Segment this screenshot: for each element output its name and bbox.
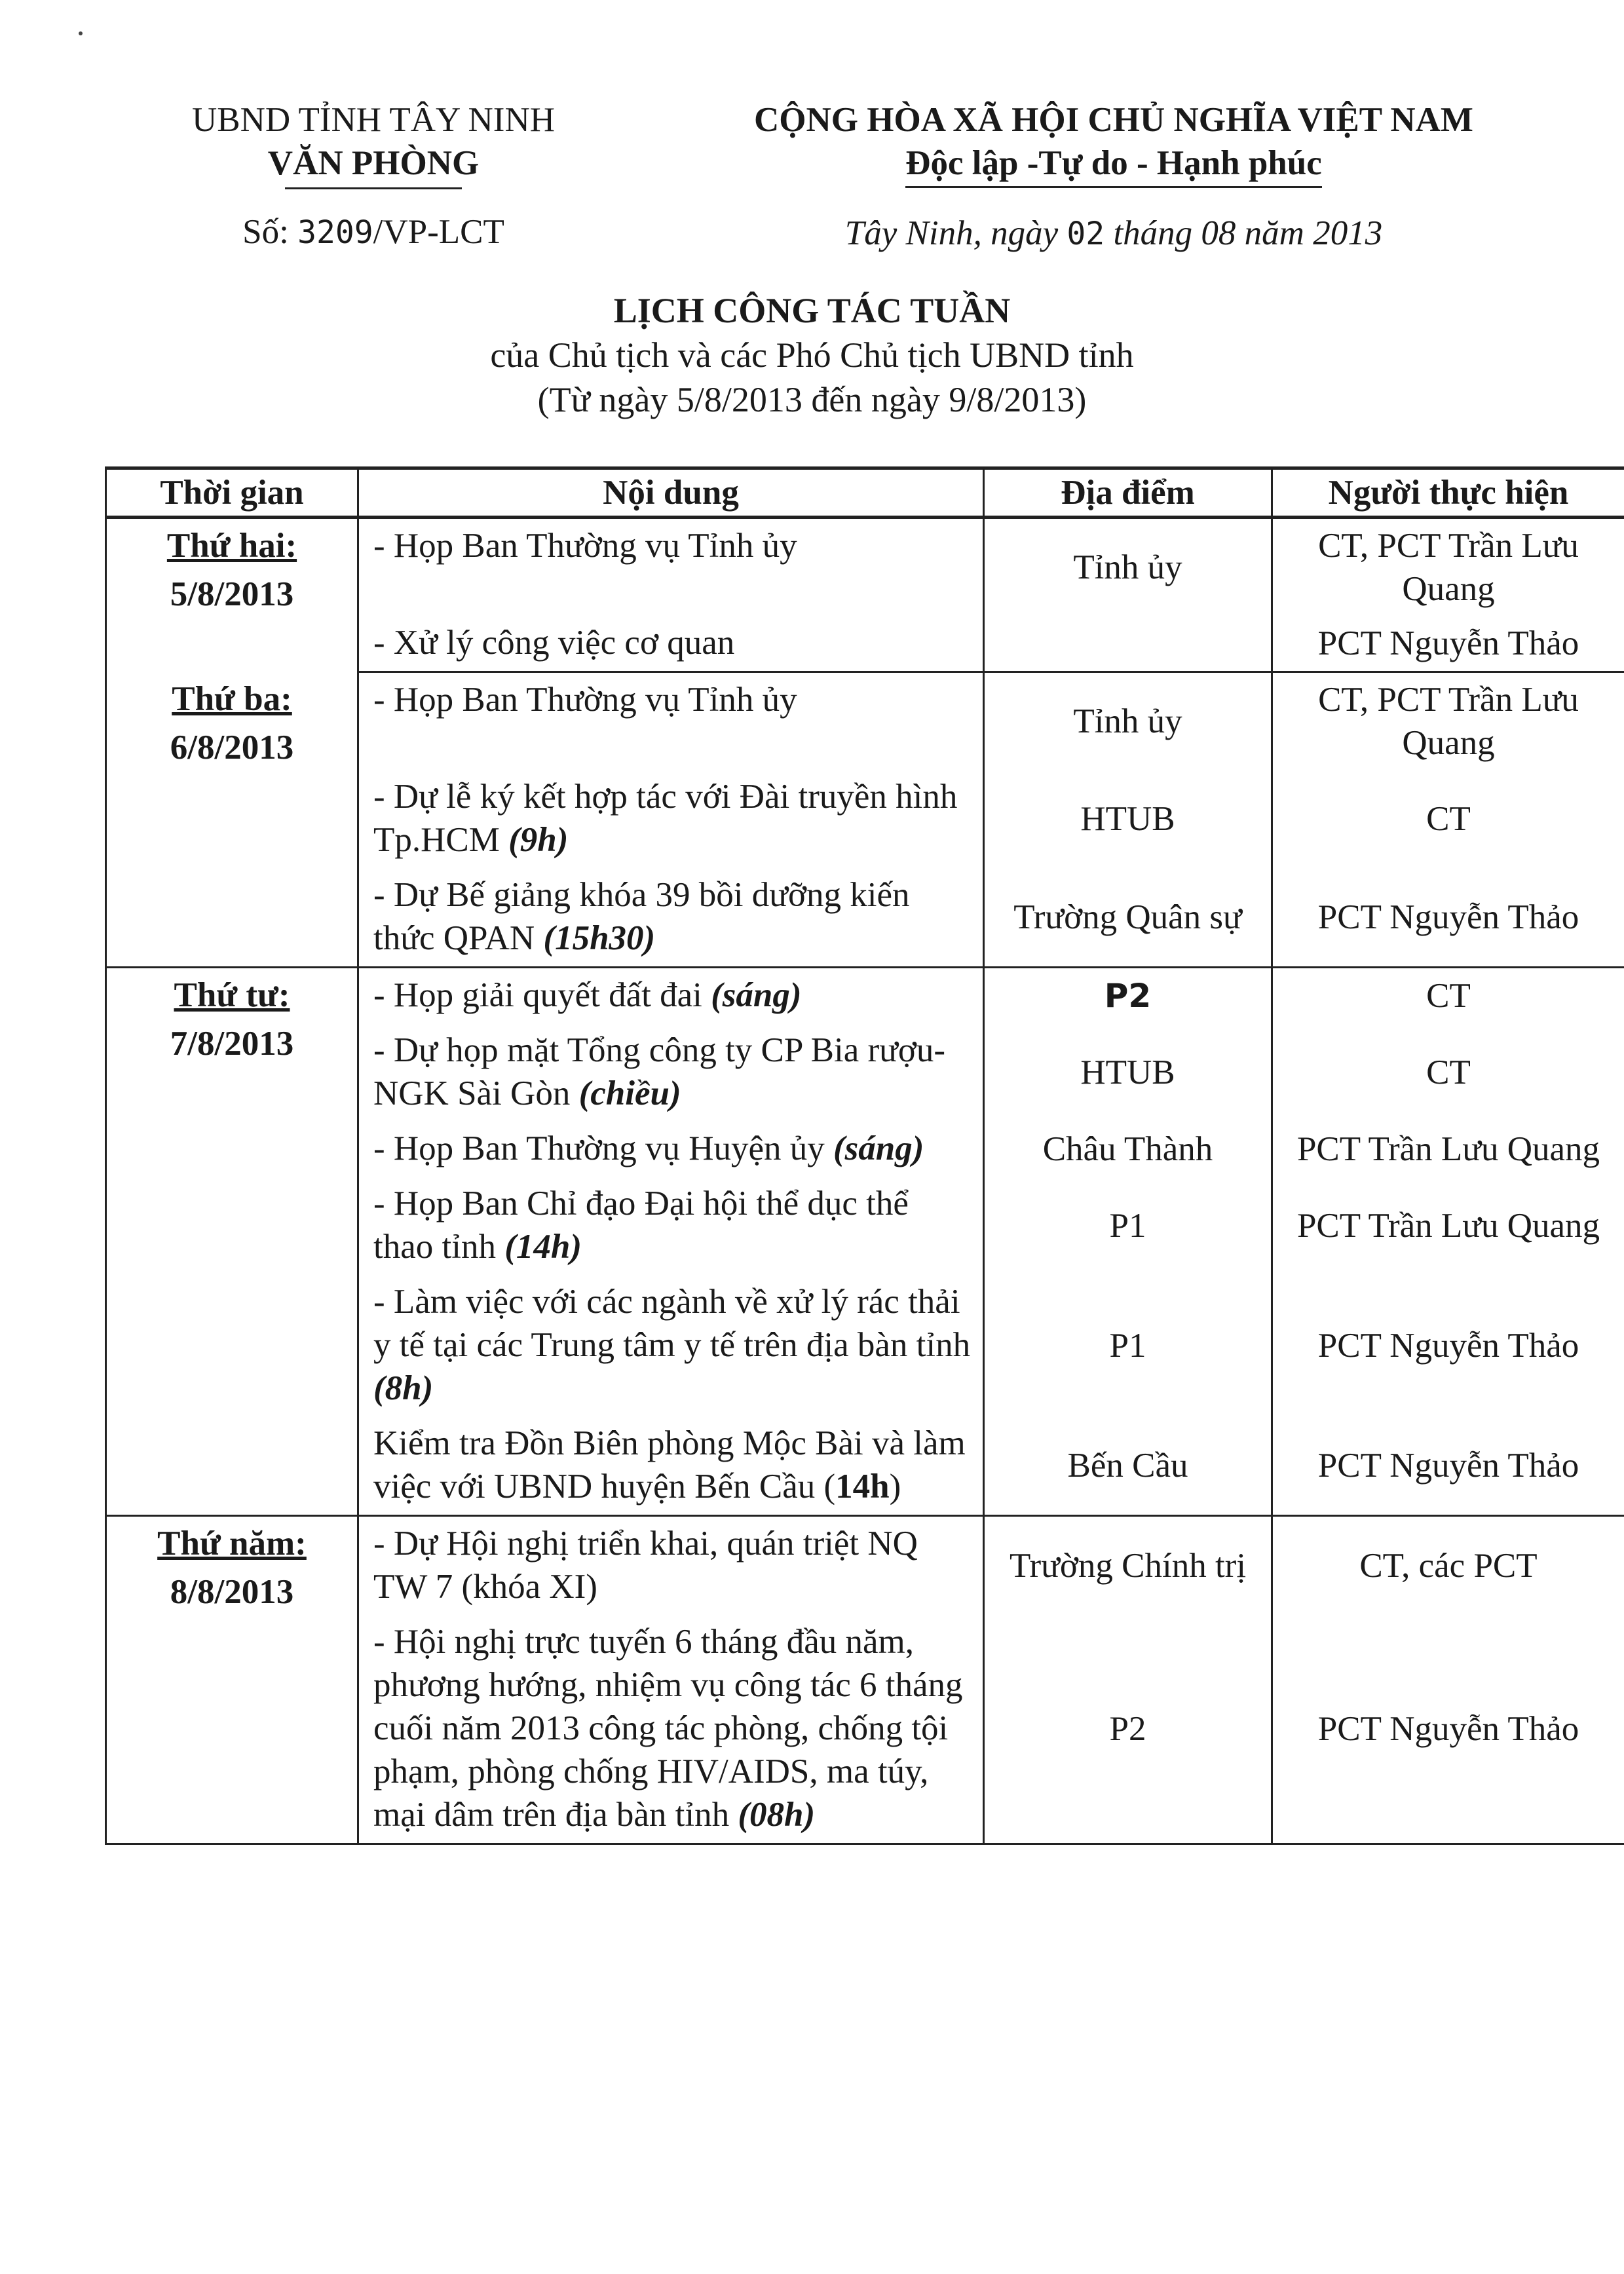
document-date-range: (Từ ngày 5/8/2013 đến ngày 9/8/2013) bbox=[537, 380, 1087, 419]
location-cell: Châu Thành bbox=[984, 1122, 1272, 1177]
location-cell: Trường Chính trị bbox=[984, 1516, 1272, 1616]
content-cell bbox=[358, 518, 984, 616]
time-note: (08h) bbox=[738, 1796, 816, 1834]
scan-speck bbox=[79, 31, 83, 35]
location-cell: P2 bbox=[984, 1615, 1272, 1844]
document-title-block bbox=[0, 288, 1624, 422]
location-cell: Tỉnh ủy bbox=[984, 518, 1272, 616]
person-cell: PCT Nguyễn Thảo bbox=[1272, 616, 1624, 672]
header-location: Địa điểm bbox=[984, 468, 1272, 518]
content-tail: ) bbox=[889, 1468, 901, 1506]
day-name: Thứ tư: bbox=[174, 976, 290, 1014]
content-cell bbox=[358, 616, 984, 672]
content-text: - Dự họp mặt Tổng công ty CP Bia rượu-NGK Sài Gòn bbox=[373, 1031, 946, 1112]
day-name: Thứ hai: bbox=[166, 527, 297, 565]
issue-date-suffix: tháng 08 năm 2013 bbox=[1105, 214, 1383, 252]
document-number bbox=[118, 210, 629, 254]
time-note: (sáng) bbox=[711, 976, 802, 1014]
content-text: - Họp Ban Thường vụ Tỉnh ủy bbox=[373, 681, 797, 719]
content-cell bbox=[358, 1177, 984, 1275]
header-person: Người thực hiện bbox=[1272, 468, 1624, 518]
content-text: - Họp Ban Thường vụ Tỉnh ủy bbox=[373, 527, 797, 565]
document-number-handwritten: 3209 bbox=[297, 214, 373, 251]
day-cell-monday bbox=[106, 518, 358, 672]
country-name: CỘNG HÒA XÃ HỘI CHỦ NGHĨA VIỆT NAM bbox=[754, 101, 1473, 139]
content-text: - Dự Hội nghị triển khai, quán triệt NQ TW 7 (khóa XI) bbox=[373, 1525, 918, 1606]
table-row bbox=[106, 1516, 1624, 1616]
content-text: - Họp Ban Chỉ đạo Đại hội thể dục thể thao tỉnh bbox=[373, 1184, 909, 1266]
national-motto: Độc lập -Tự do - Hạnh phúc bbox=[905, 142, 1322, 188]
content-cell bbox=[358, 1516, 984, 1616]
content-cell bbox=[358, 1023, 984, 1122]
content-text: Kiểm tra Đồn Biên phòng Mộc Bài và làm việc với UBND huyện Bến Cầu ( bbox=[373, 1424, 966, 1506]
content-text: - Dự lễ ký kết hợp tác với Đài truyền hình Tp.HCM bbox=[373, 778, 958, 859]
day-date: 5/8/2013 bbox=[170, 575, 294, 613]
content-cell bbox=[358, 1416, 984, 1516]
day-date: 7/8/2013 bbox=[170, 1025, 294, 1063]
location-cell: HTUB bbox=[984, 770, 1272, 868]
content-cell bbox=[358, 1122, 984, 1177]
time-note: (15h30) bbox=[543, 919, 656, 957]
person-cell: PCT Nguyễn Thảo bbox=[1272, 1275, 1624, 1416]
content-text: - Dự Bế giảng khóa 39 bồi dưỡng kiến thức QPAN bbox=[373, 876, 910, 957]
person-cell: CT bbox=[1272, 1023, 1624, 1122]
content-cell bbox=[358, 672, 984, 770]
location-cell: P1 bbox=[984, 1275, 1272, 1416]
person-cell: CT, các PCT bbox=[1272, 1516, 1624, 1616]
office-underline bbox=[285, 187, 462, 189]
content-cell bbox=[358, 1615, 984, 1844]
location-cell: Trường Quân sự bbox=[984, 868, 1272, 968]
person-cell: PCT Nguyễn Thảo bbox=[1272, 1416, 1624, 1516]
person-cell: PCT Nguyễn Thảo bbox=[1272, 868, 1624, 968]
person-cell: PCT Trần Lưu Quang bbox=[1272, 1177, 1624, 1275]
time-note: (9h) bbox=[508, 821, 569, 859]
time-note: (sáng) bbox=[833, 1129, 924, 1167]
location-cell: P1 bbox=[984, 1177, 1272, 1275]
day-name: Thứ ba: bbox=[172, 679, 292, 718]
issuing-authority-block bbox=[118, 98, 629, 254]
day-cell-thursday bbox=[106, 1516, 358, 1844]
content-text: - Hội nghị trực tuyến 6 tháng đầu năm, phương hướng, nhiệm vụ công tác 6 tháng cuối năm 2013 công tác phòng, chống tội phạm, phòng chống HIV/AIDS, ma túy, mại dâm trên địa bàn tỉnh bbox=[373, 1623, 963, 1834]
day-cell-wednesday bbox=[106, 968, 358, 1516]
person-cell: CT, PCT Trần Lưu Quang bbox=[1272, 518, 1624, 616]
day-name: Thứ năm: bbox=[157, 1525, 307, 1563]
day-date: 8/8/2013 bbox=[170, 1573, 294, 1611]
document-subtitle: của Chủ tịch và các Phó Chủ tịch UBND tỉnh bbox=[490, 335, 1134, 375]
authority-name: UBND TỈNH TÂY NINH bbox=[191, 101, 555, 139]
table-row bbox=[106, 968, 1624, 1024]
content-text: - Họp Ban Thường vụ Huyện ủy bbox=[373, 1129, 834, 1167]
person-cell: CT bbox=[1272, 968, 1624, 1024]
time-note: (chiều) bbox=[578, 1074, 681, 1112]
table-header-row bbox=[106, 468, 1624, 518]
content-cell bbox=[358, 868, 984, 968]
header-time: Thời gian bbox=[106, 468, 358, 518]
person-cell: CT bbox=[1272, 770, 1624, 868]
issue-date-prefix: Tây Ninh, ngày bbox=[844, 214, 1067, 252]
national-header-block bbox=[662, 98, 1566, 256]
content-text: - Xử lý công việc cơ quan bbox=[373, 624, 735, 662]
content-text: - Họp giải quyết đất đai bbox=[373, 976, 711, 1014]
content-cell bbox=[358, 1275, 984, 1416]
location-cell bbox=[984, 616, 1272, 672]
content-text: - Làm việc với các ngành về xử lý rác thải y tế tại các Trung tâm y tế trên địa bàn tỉnh bbox=[373, 1283, 971, 1364]
document-number-label: Số: bbox=[242, 213, 298, 251]
document-number-suffix: /VP-LCT bbox=[373, 213, 504, 251]
table-row bbox=[106, 518, 1624, 616]
location-cell-handwritten: P2 bbox=[984, 968, 1272, 1024]
table-row bbox=[106, 672, 1624, 770]
time-note: (14h) bbox=[504, 1228, 582, 1266]
header-content: Nội dung bbox=[358, 468, 984, 518]
location-cell: Bến Cầu bbox=[984, 1416, 1272, 1516]
issue-date-day-handwritten: 02 bbox=[1067, 216, 1105, 252]
person-cell: PCT Trần Lưu Quang bbox=[1272, 1122, 1624, 1177]
day-date: 6/8/2013 bbox=[170, 728, 294, 767]
office-name: VĂN PHÒNG bbox=[267, 144, 480, 182]
location-cell: HTUB bbox=[984, 1023, 1272, 1122]
content-cell bbox=[358, 770, 984, 868]
weekly-schedule-table bbox=[105, 466, 1624, 1845]
person-cell: CT, PCT Trần Lưu Quang bbox=[1272, 672, 1624, 770]
day-cell-tuesday bbox=[106, 672, 358, 968]
location-cell: Tỉnh ủy bbox=[984, 672, 1272, 770]
time-note: 14h bbox=[835, 1468, 890, 1506]
document-title: LỊCH CÔNG TÁC TUẦN bbox=[613, 291, 1011, 330]
time-note: (8h) bbox=[373, 1369, 434, 1407]
person-cell: PCT Nguyễn Thảo bbox=[1272, 1615, 1624, 1844]
issue-date bbox=[662, 212, 1566, 256]
content-cell bbox=[358, 968, 984, 1024]
